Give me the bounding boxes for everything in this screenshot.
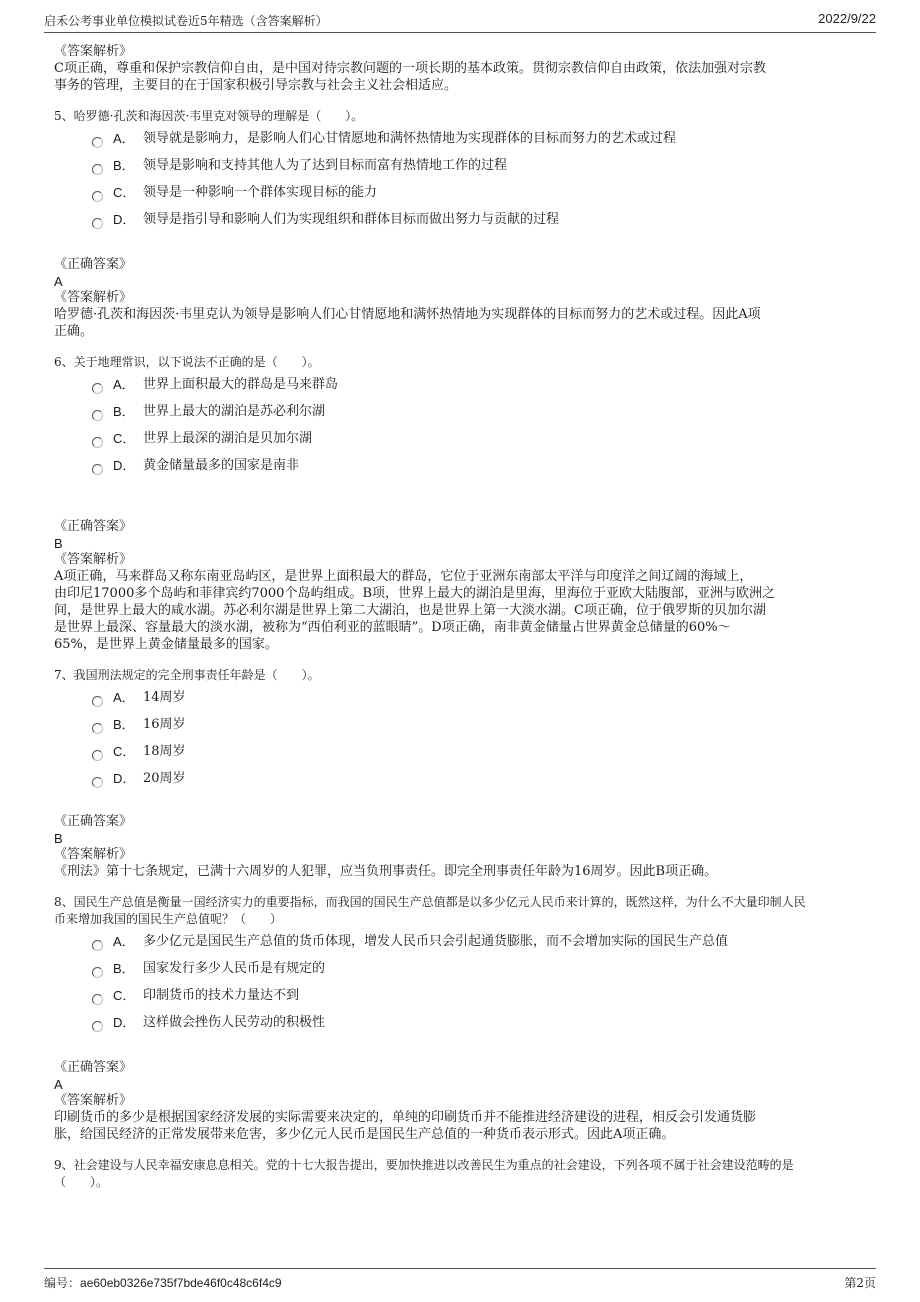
radio-button-icon[interactable] — [92, 750, 103, 761]
option-d[interactable]: D． 黄金储量最多的国家是南非 — [92, 452, 876, 479]
radio-button-icon[interactable] — [92, 696, 103, 707]
question-7-options — [92, 684, 876, 792]
radio-button-icon[interactable] — [92, 437, 103, 448]
radio-button-icon[interactable] — [92, 464, 103, 475]
option-c[interactable]: C． 18周岁 — [92, 738, 876, 765]
radio-button-icon[interactable] — [92, 1021, 103, 1032]
analysis-text: C项正确，尊重和保护宗教信仰自由，是中国对待宗教问题的一项长期的基本政策。贯彻宗教信仰自由政策，依法加强对宗教 事务的管理，主要目的在于国家积极引导宗教与社会主义社会相适应。 — [54, 61, 766, 93]
document-date: 2022/9/22 — [818, 11, 876, 26]
correct-answer: B — [54, 831, 63, 846]
page-number: 第2页 — [844, 1276, 876, 1290]
option-a[interactable]: A． 14周岁 — [92, 684, 876, 711]
document-title: 启禾公考事业单位模拟试卷近5年精选（含答案解析） — [44, 14, 328, 28]
option-b[interactable]: B． 国家发行多少人民币是有规定的 — [92, 955, 876, 982]
correct-answer-label: 《正确答案》 — [54, 814, 133, 829]
analysis-label: 《答案解析》 — [54, 1093, 133, 1108]
analysis-text: 印刷货币的多少是根据国家经济发展的实际需要来决定的，单纯的印刷货币并不能推进经济建设的进程，相反会引发通货膨 胀，给国民经济的正常发展带来危害，多少亿元人民币是国民生产总值的一种货币表示形式。因此A项正确。 — [54, 1110, 757, 1142]
analysis-label: 《答案解析》 — [54, 44, 133, 59]
analysis-text: 《刑法》第十七条规定，已满十六周岁的人犯罪，应当负刑事责任。即完全刑事责任年龄为16周岁。因此B项正确。 — [54, 864, 718, 879]
question-8-options — [92, 928, 876, 1036]
correct-answer: A — [54, 274, 63, 289]
correct-answer-label: 《正确答案》 — [54, 519, 133, 534]
option-d[interactable]: D． 领导是指引导和影响人们为实现组织和群体目标而做出努力与贡献的过程 — [92, 206, 876, 233]
option-c[interactable]: C． 领导是一种影响一个群体实现目标的能力 — [92, 179, 876, 206]
radio-button-icon[interactable] — [92, 383, 103, 394]
radio-button-icon[interactable] — [92, 410, 103, 421]
option-b[interactable]: B． 世界上最大的湖泊是苏必利尔湖 — [92, 398, 876, 425]
radio-button-icon[interactable] — [92, 967, 103, 978]
analysis-text: A项正确，马来群岛又称东南亚岛屿区，是世界上面积最大的群岛，它位于亚洲东南部太平洋与印度洋之间辽阔的海域上， 由印尼17000多个岛屿和菲律宾约7000个岛屿组成。B项，世界上最大的湖泊是里海，里海位于亚欧大陆腹部，亚洲与欧洲之 间，是世界上最大的咸水湖。苏必利尔湖是世界上第二大湖泊，也是世界上第一大淡水湖。C项正确，位于俄罗斯的贝加尔湖 是世界上最深、容量最大的淡水湖，被称为“西伯利亚的蓝眼睛”。D项正确，南非黄金储量占世界黄金总储量的60%～ 65%，是世界上黄金储量最多的国家。 — [54, 569, 775, 652]
option-c[interactable]: C． 世界上最深的湖泊是贝加尔湖 — [92, 425, 876, 452]
option-b[interactable]: B． 领导是影响和支持其他人为了达到目标而富有热情地工作的过程 — [92, 152, 876, 179]
correct-answer-label: 《正确答案》 — [54, 257, 133, 272]
page-header — [44, 10, 876, 33]
radio-button-icon[interactable] — [92, 218, 103, 229]
radio-button-icon[interactable] — [92, 137, 103, 148]
radio-button-icon[interactable] — [92, 777, 103, 788]
page-footer — [44, 1268, 876, 1293]
analysis-label: 《答案解析》 — [54, 847, 133, 862]
analysis-label: 《答案解析》 — [54, 290, 133, 305]
document-body — [54, 44, 876, 1191]
option-a[interactable]: A． 多少亿元是国民生产总值的货币体现，增发人民币只会引起通货膨胀，而不会增加实际的国民生产总值 — [92, 928, 876, 955]
radio-button-icon[interactable] — [92, 191, 103, 202]
radio-button-icon[interactable] — [92, 723, 103, 734]
question-5-stem: 5、哈罗德·孔茨和海因茨·韦里克对领导的理解是（ ）。 — [54, 109, 364, 123]
analysis-text: 哈罗德·孔茨和海因茨·韦里克认为领导是影响人们心甘情愿地和满怀热情地为实现群体的目标而努力的艺术或过程。因此A项 正确。 — [54, 307, 761, 339]
option-a[interactable]: A． 领导就是影响力，是影响人们心甘情愿地和满怀热情地为实现群体的目标而努力的艺术或过程 — [92, 125, 876, 152]
correct-answer: B — [54, 536, 63, 551]
option-d[interactable]: D． 这样做会挫伤人民劳动的积极性 — [92, 1009, 876, 1036]
radio-button-icon[interactable] — [92, 994, 103, 1005]
radio-button-icon[interactable] — [92, 940, 103, 951]
radio-button-icon[interactable] — [92, 164, 103, 175]
option-a[interactable]: A． 世界上面积最大的群岛是马来群岛 — [92, 371, 876, 398]
question-6-stem: 6、关于地理常识，以下说法不正确的是（ ）。 — [54, 355, 320, 369]
correct-answer: A — [54, 1077, 63, 1092]
question-8-stem: 8、国民生产总值是衡量一国经济实力的重要指标，而我国的国民生产总值都是以多少亿元人民币来计算的，既然这样，为什么不大量印制人民 币来增加我国的国民生产总值呢？（ ） — [54, 895, 806, 926]
document-code: 编号：ae60eb0326e735f7bde46f0c48c6f4c9 — [44, 1276, 282, 1290]
question-6-options — [92, 371, 876, 479]
correct-answer-label: 《正确答案》 — [54, 1060, 133, 1075]
question-9-stem: 9、社会建设与人民幸福安康息息相关。党的十七大报告提出，要加快推进以改善民生为重点的社会建设，下列各项不属于社会建设范畴的是 （ ）。 — [54, 1158, 794, 1189]
question-5-options — [92, 125, 876, 233]
option-c[interactable]: C． 印制货币的技术力量达不到 — [92, 982, 876, 1009]
option-d[interactable]: D． 20周岁 — [92, 765, 876, 792]
question-7-stem: 7、我国刑法规定的完全刑事责任年龄是（ ）。 — [54, 668, 320, 682]
option-b[interactable]: B． 16周岁 — [92, 711, 876, 738]
analysis-label: 《答案解析》 — [54, 552, 133, 567]
